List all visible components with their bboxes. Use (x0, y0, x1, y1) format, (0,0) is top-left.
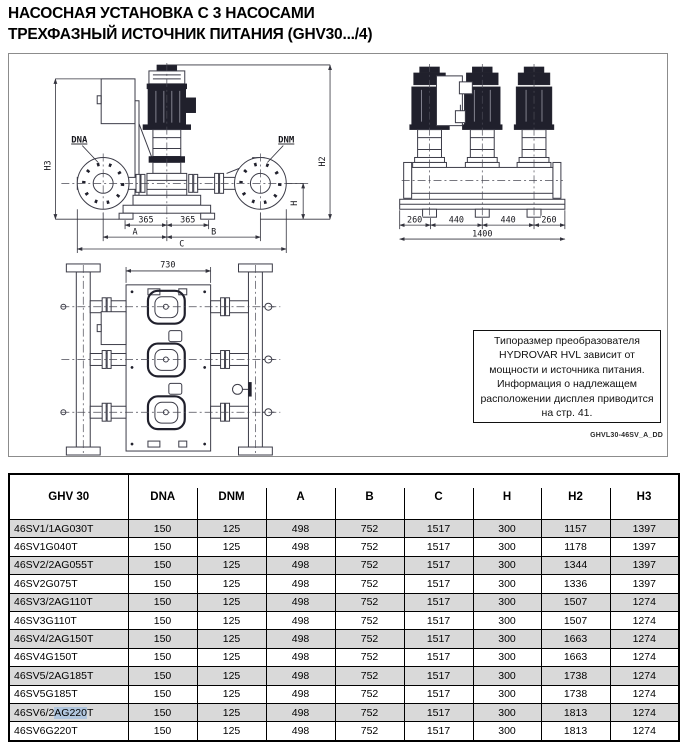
value-cell: 752 (335, 648, 404, 666)
value-cell: 150 (128, 685, 197, 703)
value-cell: 125 (197, 575, 266, 593)
value-cell: 752 (335, 556, 404, 574)
model-cell: 46SV5/2AG185T (9, 667, 128, 685)
value-cell: 300 (473, 520, 541, 538)
value-cell: 752 (335, 630, 404, 648)
value-cell: 300 (473, 575, 541, 593)
value-cell: 150 (128, 575, 197, 593)
hydrovar-note-box (473, 330, 661, 423)
model-cell: 46SV3/2AG110T (9, 593, 128, 611)
value-cell: 1344 (541, 556, 610, 574)
table-row (9, 630, 679, 648)
value-cell: 1517 (404, 575, 473, 593)
value-cell: 752 (335, 703, 404, 721)
dim-label-h: H (289, 200, 300, 206)
value-cell: 1274 (610, 685, 679, 703)
value-cell: 300 (473, 611, 541, 629)
value-cell: 1738 (541, 667, 610, 685)
value-cell: 1517 (404, 556, 473, 574)
value-cell: 1517 (404, 520, 473, 538)
value-cell: 1178 (541, 538, 610, 556)
value-cell: 1397 (610, 556, 679, 574)
dim-label-c: C (179, 238, 185, 249)
value-cell: 1517 (404, 648, 473, 666)
value-cell: 752 (335, 538, 404, 556)
dim-label-a: A (132, 226, 138, 237)
note-line: мощности и источника питания. (489, 363, 645, 376)
table-row (9, 667, 679, 685)
dim-label-730: 730 (160, 259, 176, 270)
value-cell: 1738 (541, 685, 610, 703)
dim-label-365-left: 365 (138, 214, 154, 225)
value-cell: 1507 (541, 611, 610, 629)
value-cell: 752 (335, 520, 404, 538)
value-cell: 125 (197, 611, 266, 629)
value-cell: 125 (197, 685, 266, 703)
model-cell: 46SV6/2AG220T (9, 703, 128, 721)
value-cell: 150 (128, 520, 197, 538)
value-cell: 150 (128, 703, 197, 721)
dim-label-1400: 1400 (472, 228, 493, 239)
value-cell: 752 (335, 611, 404, 629)
value-cell: 1274 (610, 667, 679, 685)
col-header-ghv-30: GHV 30 (9, 474, 128, 520)
value-cell: 498 (266, 667, 335, 685)
table-header-row (9, 474, 679, 520)
value-cell: 300 (473, 703, 541, 721)
page-title-line2: ТРЕХФАЗНЫЙ ИСТОЧНИК ПИТАНИЯ (GHV30.../4) (8, 25, 373, 43)
dimensions-table (8, 473, 680, 742)
selected-text: AG220 (54, 706, 87, 719)
table-row (9, 593, 679, 611)
dim-label-260-left: 260 (406, 214, 423, 225)
dim-label-h3: H3 (42, 160, 53, 171)
value-cell: 498 (266, 703, 335, 721)
value-cell: 150 (128, 722, 197, 741)
value-cell: 1813 (541, 722, 610, 741)
value-cell: 1517 (404, 611, 473, 629)
front-view (42, 63, 330, 253)
table-row (9, 611, 679, 629)
value-cell: 300 (473, 648, 541, 666)
value-cell: 498 (266, 685, 335, 703)
value-cell: 498 (266, 722, 335, 741)
value-cell: 1517 (404, 538, 473, 556)
table-row (9, 703, 679, 721)
value-cell: 752 (335, 667, 404, 685)
value-cell: 1517 (404, 593, 473, 611)
front-view-dimensions (42, 65, 330, 253)
note-line: расположении дисплея приводится (480, 392, 654, 405)
model-cell: 46SV2/2AG055T (9, 556, 128, 574)
value-cell: 752 (335, 685, 404, 703)
page-title-line1: НАСОСНАЯ УСТАНОВКА С 3 НАСОСАМИ (8, 5, 315, 22)
value-cell: 125 (197, 703, 266, 721)
note-line: на стр. 41. (541, 407, 593, 420)
value-cell: 1517 (404, 703, 473, 721)
value-cell: 300 (473, 538, 541, 556)
plan-view-dimensions (126, 259, 211, 282)
value-cell: 125 (197, 722, 266, 741)
model-cell: 46SV1/1AG030T (9, 520, 128, 538)
value-cell: 752 (335, 722, 404, 741)
value-cell: 1517 (404, 630, 473, 648)
model-cell: 46SV4/2AG150T (9, 630, 128, 648)
value-cell: 300 (473, 667, 541, 685)
value-cell: 125 (197, 520, 266, 538)
label-dnm: DNM (278, 135, 295, 146)
value-cell: 150 (128, 593, 197, 611)
value-cell: 150 (128, 667, 197, 685)
value-cell: 1507 (541, 593, 610, 611)
value-cell: 1274 (610, 630, 679, 648)
value-cell: 150 (128, 538, 197, 556)
value-cell: 1274 (610, 593, 679, 611)
value-cell: 498 (266, 520, 335, 538)
value-cell: 150 (128, 556, 197, 574)
value-cell: 1397 (610, 538, 679, 556)
value-cell: 300 (473, 630, 541, 648)
dim-label-440-left: 440 (448, 214, 465, 225)
col-header-b: B (335, 474, 404, 520)
model-cell: 46SV4G150T (9, 648, 128, 666)
value-cell: 300 (473, 593, 541, 611)
dim-label-260-right: 260 (541, 214, 557, 225)
table-row (9, 538, 679, 556)
value-cell: 1663 (541, 630, 610, 648)
col-header-h: H (473, 474, 541, 520)
value-cell: 1157 (541, 520, 610, 538)
table-body (9, 520, 679, 741)
table-row (9, 722, 679, 741)
drawing-code: GHVL30-46SV_A_DD (590, 432, 663, 439)
value-cell: 300 (473, 556, 541, 574)
table-row (9, 685, 679, 703)
value-cell: 150 (128, 611, 197, 629)
col-header-h2: H2 (541, 474, 610, 520)
note-line: Типоразмер преобразователя (494, 335, 640, 347)
value-cell: 1336 (541, 575, 610, 593)
dim-label-440-right: 440 (500, 214, 516, 225)
note-line: Информация о надлежащем (496, 378, 638, 391)
value-cell: 498 (266, 630, 335, 648)
value-cell: 150 (128, 630, 197, 648)
value-cell: 498 (266, 593, 335, 611)
page-title (8, 4, 372, 45)
table-row (9, 520, 679, 538)
value-cell: 752 (335, 575, 404, 593)
table-row (9, 575, 679, 593)
value-cell: 125 (197, 538, 266, 556)
value-cell: 1663 (541, 648, 610, 666)
dim-label-b: B (211, 226, 217, 237)
value-cell: 125 (197, 593, 266, 611)
plan-view (61, 259, 280, 455)
value-cell: 125 (197, 556, 266, 574)
value-cell: 1517 (404, 722, 473, 741)
col-header-c: C (404, 474, 473, 520)
value-cell: 498 (266, 648, 335, 666)
value-cell: 1813 (541, 703, 610, 721)
col-header-dna: DNA (128, 474, 197, 520)
value-cell: 1397 (610, 575, 679, 593)
value-cell: 1274 (610, 611, 679, 629)
value-cell: 125 (197, 630, 266, 648)
value-cell: 300 (473, 685, 541, 703)
value-cell: 752 (335, 593, 404, 611)
value-cell: 1397 (610, 520, 679, 538)
model-cell: 46SV6G220T (9, 722, 128, 741)
model-cell: 46SV3G110T (9, 611, 128, 629)
model-cell: 46SV2G075T (9, 575, 128, 593)
note-line: HYDROVAR HVL зависит от (499, 349, 635, 362)
side-view (400, 64, 565, 239)
value-cell: 150 (128, 648, 197, 666)
value-cell: 498 (266, 611, 335, 629)
value-cell: 1274 (610, 703, 679, 721)
model-cell: 46SV5G185T (9, 685, 128, 703)
col-header-h3: H3 (610, 474, 679, 520)
table-row (9, 648, 679, 666)
dim-label-365-right: 365 (180, 214, 196, 225)
value-cell: 1274 (610, 722, 679, 741)
dim-label-h2: H2 (317, 156, 328, 167)
col-header-a: A (266, 474, 335, 520)
table-row (9, 556, 679, 574)
technical-drawing-panel (8, 53, 668, 457)
value-cell: 498 (266, 556, 335, 574)
value-cell: 125 (197, 648, 266, 666)
value-cell: 300 (473, 722, 541, 741)
value-cell: 1517 (404, 685, 473, 703)
label-dna: DNA (71, 135, 88, 146)
value-cell: 125 (197, 667, 266, 685)
value-cell: 498 (266, 575, 335, 593)
value-cell: 498 (266, 538, 335, 556)
col-header-dnm: DNM (197, 474, 266, 520)
value-cell: 1517 (404, 667, 473, 685)
model-cell: 46SV1G040T (9, 538, 128, 556)
value-cell: 1274 (610, 648, 679, 666)
